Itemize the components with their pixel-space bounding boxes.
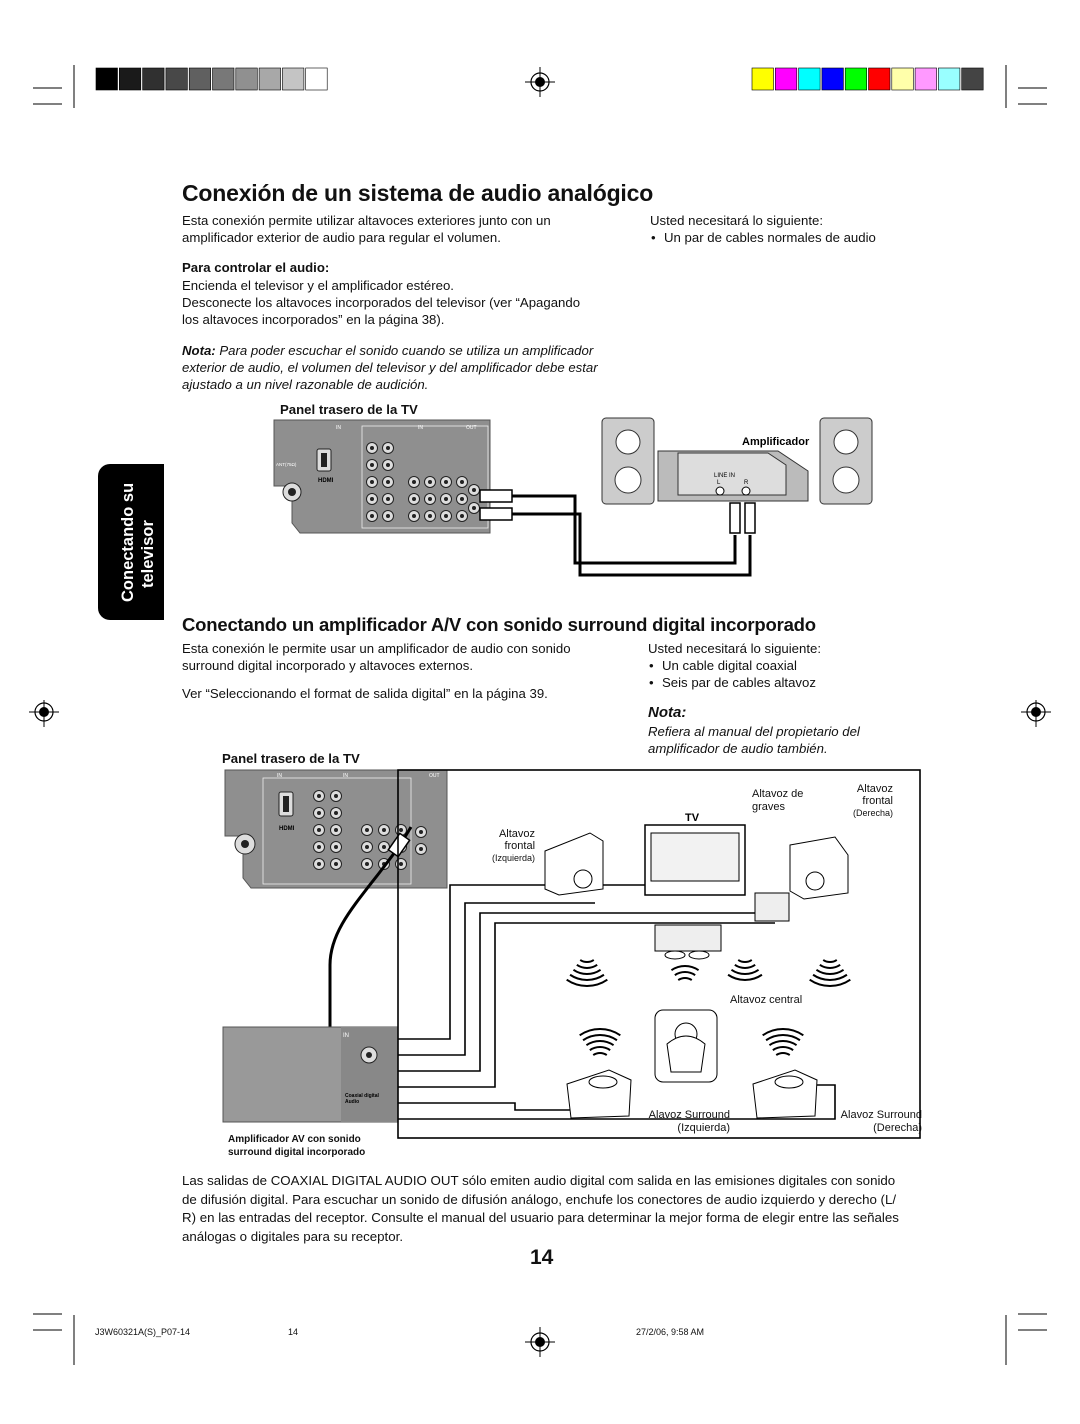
sound-wave: [675, 972, 695, 975]
jack-center: [334, 862, 338, 866]
footer-page: 14: [288, 1327, 299, 1337]
color-swatch: [938, 68, 960, 90]
sound-wave: [586, 1041, 613, 1045]
needs-item: • Seis par de cables altavoz: [648, 674, 821, 691]
nota-line: amplificador de audio también.: [648, 741, 828, 756]
step-line: los altavoces incorporados” en la página 38).: [182, 312, 445, 327]
jack-center: [386, 446, 390, 450]
label-line: (Izquierda): [492, 853, 536, 863]
jack-center: [428, 480, 432, 484]
sound-wave: [823, 960, 837, 962]
coaxial-digital-label: Coaxial digital: [345, 1093, 379, 1099]
speaker-right: [820, 418, 872, 504]
label-line: Altavoz: [856, 783, 893, 795]
print-marks-top: [0, 0, 1080, 115]
intro-line: Esta conexión permite utilizar altavoces exteriores junto con un: [182, 213, 551, 228]
side-tab-line1: Conectando su: [119, 482, 137, 602]
color-swatch: [799, 68, 821, 90]
color-bars: [752, 68, 983, 90]
color-swatch: [869, 68, 891, 90]
coaxial-note: [182, 1172, 899, 1246]
front-right-label: [845, 783, 893, 819]
label-line: frontal: [504, 840, 536, 852]
jack-center: [317, 845, 321, 849]
jack-center: [334, 811, 338, 815]
section1-title: Conexión de un sistema de audio analógico: [182, 180, 654, 206]
jack-center: [370, 514, 374, 518]
jack-center: [370, 463, 374, 467]
label-line: Altavoz de: [752, 788, 804, 800]
registration-mark-icon: [525, 67, 555, 97]
speaker-front-right: [790, 837, 848, 899]
subwoofer: [755, 893, 789, 921]
amp-in-label: IN: [343, 1033, 349, 1039]
color-swatch: [915, 68, 937, 90]
speaker-front-left: [545, 833, 603, 895]
gray-swatch: [166, 68, 188, 90]
sound-wave: [583, 1035, 617, 1040]
jack-center: [317, 828, 321, 832]
caption-line: Amplificador AV con sonido: [228, 1134, 361, 1145]
sound-wave: [590, 1047, 610, 1050]
speaker-center: [655, 925, 721, 959]
needs-item: • Un cable digital coaxial: [648, 657, 821, 674]
l-label: L: [717, 480, 721, 486]
sound-wave: [577, 965, 597, 968]
jack-center: [444, 514, 448, 518]
gray-swatch: [213, 68, 235, 90]
gray-swatch: [143, 68, 165, 90]
jack-center: [334, 794, 338, 798]
sound-wave: [769, 1041, 796, 1045]
tv-set: [645, 812, 745, 895]
note-line: exterior de audio, el volumen del televisor y del amplificador debe estar: [182, 360, 598, 375]
jack-center: [472, 488, 476, 492]
sound-wave: [813, 975, 847, 980]
analog-connection-diagram: [260, 415, 900, 595]
jack-center: [460, 480, 464, 484]
jack-center: [365, 862, 369, 866]
note-text: Para poder escuchar el sonido cuando se utiliza un amplificador: [215, 343, 594, 358]
registration-mark-icon: [29, 700, 59, 727]
label-line: Altavoz: [498, 828, 536, 840]
note-label: Nota:: [182, 343, 216, 358]
jack-center: [386, 497, 390, 501]
surround-right-label: [828, 1109, 922, 1135]
color-swatch: [822, 68, 844, 90]
nota-heading: Nota:: [648, 704, 687, 721]
intro-line: surround digital incorporado y altavoces externos.: [182, 658, 474, 673]
note-line: R) en las entradas del receptor. Consulte el manual del usuario para determinar la mejor forma de elegir entre las señales: [182, 1210, 899, 1225]
sound-wave: [728, 975, 762, 980]
gray-swatch: [236, 68, 257, 90]
jack-center: [317, 794, 321, 798]
jack-center: [444, 480, 448, 484]
color-swatch: [845, 68, 867, 90]
jack-center: [386, 514, 390, 518]
section1-intro: [182, 212, 551, 246]
label-line: (Derecha): [852, 808, 893, 818]
jack-center: [334, 845, 338, 849]
sound-wave: [738, 960, 752, 962]
panel-hdmi-logo: HDMI: [279, 826, 295, 832]
center-label: Altavoz central: [730, 994, 803, 1006]
sound-wave: [816, 970, 843, 974]
footer-date: 27/2/06, 9:58 AM: [636, 1327, 705, 1337]
intro-line: Esta conexión le permite usar un amplificador de audio con sonido: [182, 641, 571, 656]
listener: [655, 1010, 717, 1082]
jack-center: [460, 514, 464, 518]
r-label: R: [744, 480, 749, 486]
sound-wave: [570, 975, 604, 980]
print-marks-bottom: [0, 1300, 1080, 1424]
gray-swatch: [282, 68, 304, 90]
note-line: ajustado a un nivel razonable de audición.: [182, 377, 429, 392]
jack-center: [412, 497, 416, 501]
color-swatch: [892, 68, 914, 90]
label-line: Alavoz Surround: [840, 1109, 922, 1121]
jack-center: [382, 828, 386, 832]
panel-out-label: OUT: [429, 773, 440, 779]
section2-needs: [648, 640, 821, 691]
audio-control-steps: [182, 277, 580, 328]
gray-swatch: [306, 68, 328, 90]
panel-in-label: IN: [277, 773, 282, 779]
jack-center: [317, 811, 321, 815]
label-line: (Derecha): [873, 1122, 922, 1134]
sound-wave: [731, 970, 758, 974]
side-registration-marks: [0, 700, 1080, 735]
jack-center: [386, 480, 390, 484]
jack-center: [317, 862, 321, 866]
front-left-label: [492, 828, 535, 864]
panel-in2-label: IN: [343, 773, 348, 779]
jack-center: [382, 845, 386, 849]
color-swatch: [752, 68, 774, 90]
panel-hdmi-logo: HDMI: [318, 478, 334, 484]
grayscale-bars: [96, 68, 327, 90]
panel-in-label: IN: [336, 425, 341, 431]
side-tab: [98, 464, 164, 620]
color-swatch: [962, 68, 984, 90]
jack-center: [370, 497, 374, 501]
speaker-surround-left: [567, 1070, 631, 1118]
panel-label-2: Panel trasero de la TV: [222, 751, 360, 766]
surround-connection-diagram: [215, 765, 935, 1145]
label-line: graves: [752, 801, 786, 813]
needs-label: Usted necesitará lo siguiente:: [648, 641, 822, 656]
panel-label-1: Panel trasero de la TV: [280, 402, 418, 417]
speaker-surround-right: [753, 1070, 817, 1118]
jack-center: [386, 463, 390, 467]
jack-center: [428, 514, 432, 518]
sound-wave: [735, 965, 755, 968]
sound-wave: [671, 966, 698, 970]
jack-center: [365, 845, 369, 849]
jack-center: [412, 480, 416, 484]
panel-ant-label: ANT(75Ω): [276, 462, 297, 467]
jack-center: [334, 828, 338, 832]
section1-note: [182, 342, 598, 393]
side-tab-line2: televisor: [139, 520, 157, 588]
nota-line: Refiera al manual del propietario del: [648, 724, 860, 739]
see-page-text: Ver “Seleccionando el format de salida digital” en la página 39.: [182, 686, 548, 701]
footer-code: J3W60321A(S)_P07-14: [95, 1327, 191, 1337]
speaker-left: [602, 418, 654, 504]
sound-wave: [820, 965, 840, 968]
page-number: 14: [530, 1246, 554, 1269]
jack-center: [399, 862, 403, 866]
gray-swatch: [119, 68, 141, 90]
panel-out-label: OUT: [466, 425, 477, 431]
registration-mark-icon: [1021, 700, 1051, 727]
note-line: análogas o digitales para su receptor.: [182, 1228, 404, 1244]
jack-center: [444, 497, 448, 501]
intro-line: amplificador exterior de audio para regular el volumen.: [182, 230, 501, 245]
av-amplifier: [223, 1027, 398, 1122]
sound-wave: [593, 1053, 607, 1055]
section2-intro: [182, 640, 571, 674]
needs-item: • Un par de cables normales de audio: [650, 229, 876, 246]
audio-label: Audio: [345, 1099, 360, 1105]
jack-center: [472, 506, 476, 510]
sound-wave: [573, 970, 600, 974]
panel-in2-label: IN: [418, 425, 423, 431]
jack-center: [370, 480, 374, 484]
sound-wave: [678, 978, 692, 980]
jack-center: [412, 514, 416, 518]
section2-title: Conectando un amplificador A/V con sonido surround digital incorporado: [182, 614, 816, 635]
jack-center: [428, 497, 432, 501]
step-line: Desconecte los altavoces incorporados del televisor (ver “Apagando: [182, 295, 581, 310]
sound-wave: [776, 1053, 790, 1055]
tv-rear-panel: [225, 770, 447, 888]
label-line: (Izquierda): [677, 1122, 730, 1134]
caption-line: surround digital incorporado: [228, 1147, 366, 1158]
needs-label: Usted necesitará lo siguiente:: [650, 213, 824, 228]
amplifier-label: Amplificador: [742, 436, 810, 448]
jack-center: [419, 847, 423, 851]
subwoofer-label: [752, 788, 803, 814]
jack-center: [419, 830, 423, 834]
sound-wave: [766, 1035, 800, 1040]
jack-center: [365, 828, 369, 832]
tv-rear-panel: [274, 420, 490, 533]
surround-left-label: [640, 1109, 730, 1135]
jack-center: [370, 446, 374, 450]
label-line: Alavoz Surround: [648, 1109, 730, 1121]
color-swatch: [775, 68, 797, 90]
registration-mark-icon: [525, 1327, 555, 1357]
line-in-label: LINE IN: [714, 473, 736, 479]
gray-swatch: [96, 68, 118, 90]
jack-center: [460, 497, 464, 501]
sound-wave: [580, 960, 594, 962]
av-amp-caption: [228, 1133, 365, 1159]
note-line: Las salidas de COAXIAL DIGITAL AUDIO OUT sólo emiten audio digital com salida en las emisiones digitales con sonido: [182, 1173, 896, 1188]
jack-center: [399, 828, 403, 832]
section1-needs: [650, 212, 876, 246]
gray-swatch: [259, 68, 281, 90]
amplifier: [658, 436, 810, 501]
audio-control-subhead: Para controlar el audio:: [182, 260, 330, 275]
tv-label: TV: [685, 812, 700, 824]
gray-swatch: [189, 68, 211, 90]
label-line: frontal: [862, 795, 893, 807]
note-line: de difusión digital. Para escuchar un sonido de difusión análogo, enchufe los conectores de audio izquierdo y derecho (L/: [182, 1191, 897, 1207]
sound-wave: [773, 1047, 793, 1050]
step-line: Encienda el televisor y el amplificador estéreo.: [182, 278, 454, 293]
